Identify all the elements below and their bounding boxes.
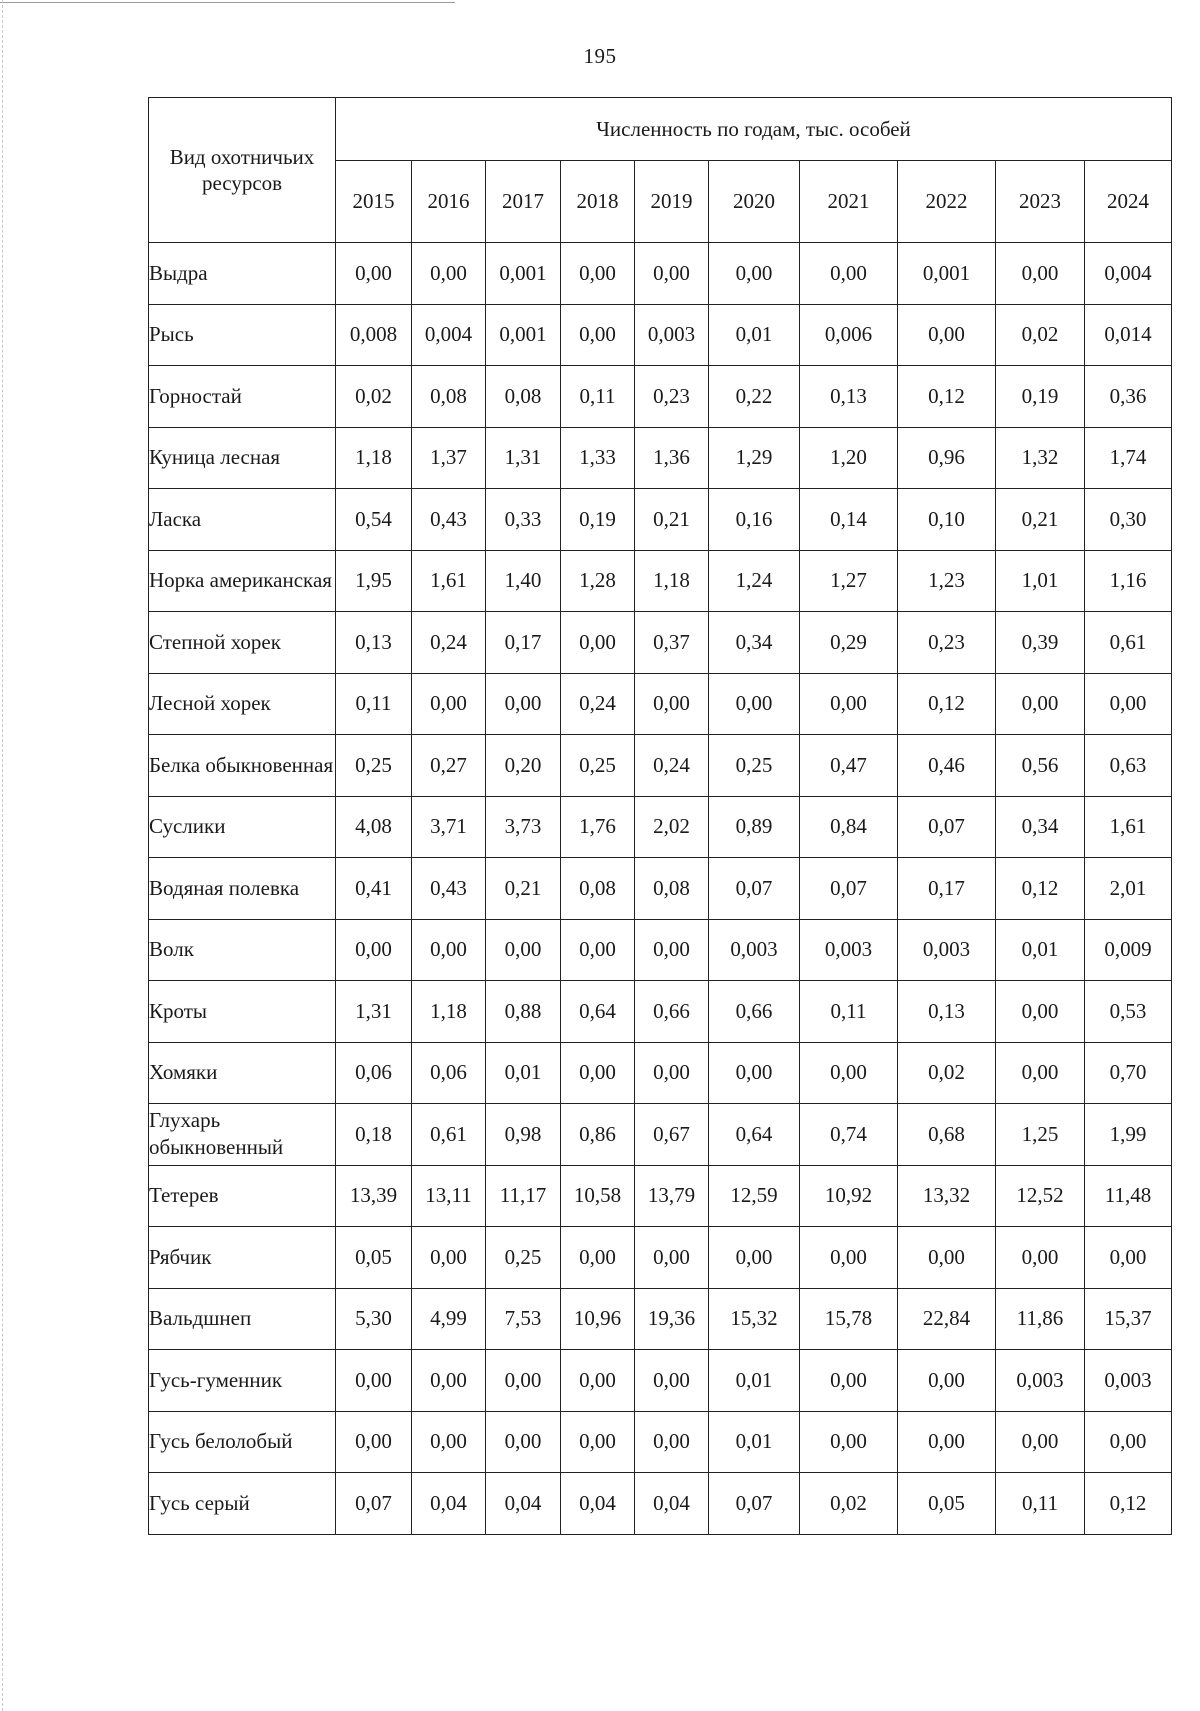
population-value-cell: 1,01 bbox=[996, 550, 1085, 612]
population-value-cell: 0,27 bbox=[412, 735, 486, 797]
species-name-cell: Рябчик bbox=[149, 1227, 336, 1289]
population-value-cell: 0,16 bbox=[709, 489, 800, 551]
population-value-cell: 0,00 bbox=[412, 1350, 486, 1412]
year-header: 2020 bbox=[709, 161, 800, 243]
population-value-cell: 10,92 bbox=[800, 1165, 898, 1227]
population-value-cell: 0,61 bbox=[412, 1104, 486, 1166]
population-value-cell: 0,64 bbox=[709, 1104, 800, 1166]
population-value-cell: 0,34 bbox=[996, 796, 1085, 858]
population-value-cell: 0,00 bbox=[800, 1350, 898, 1412]
population-value-cell: 0,22 bbox=[709, 366, 800, 428]
population-value-cell: 0,13 bbox=[898, 981, 996, 1043]
population-value-cell: 0,43 bbox=[412, 489, 486, 551]
population-value-cell: 0,003 bbox=[709, 919, 800, 981]
population-value-cell: 0,00 bbox=[800, 1227, 898, 1289]
population-value-cell: 0,00 bbox=[486, 673, 561, 735]
population-value-cell: 22,84 bbox=[898, 1288, 996, 1350]
population-value-cell: 0,74 bbox=[800, 1104, 898, 1166]
population-value-cell: 0,96 bbox=[898, 427, 996, 489]
population-value-cell: 7,53 bbox=[486, 1288, 561, 1350]
table-row bbox=[149, 1288, 1172, 1350]
population-value-cell: 0,68 bbox=[898, 1104, 996, 1166]
table-row bbox=[149, 673, 1172, 735]
population-value-cell: 0,08 bbox=[486, 366, 561, 428]
population-value-cell: 0,06 bbox=[336, 1042, 412, 1104]
species-name-cell: Волк bbox=[149, 919, 336, 981]
population-value-cell: 0,00 bbox=[800, 1411, 898, 1473]
population-value-cell: 0,00 bbox=[709, 1042, 800, 1104]
population-value-cell: 0,00 bbox=[412, 919, 486, 981]
population-value-cell: 0,05 bbox=[898, 1473, 996, 1535]
population-value-cell: 0,00 bbox=[561, 304, 635, 366]
species-name-cell: Белка обыкновенная bbox=[149, 735, 336, 797]
population-value-cell: 0,24 bbox=[635, 735, 709, 797]
species-name-cell: Тетерев bbox=[149, 1165, 336, 1227]
population-value-cell: 0,11 bbox=[800, 981, 898, 1043]
population-value-cell: 1,33 bbox=[561, 427, 635, 489]
population-value-cell: 0,12 bbox=[996, 858, 1085, 920]
population-value-cell: 0,18 bbox=[336, 1104, 412, 1166]
population-value-cell: 0,56 bbox=[996, 735, 1085, 797]
population-value-cell: 2,02 bbox=[635, 796, 709, 858]
population-value-cell: 0,66 bbox=[709, 981, 800, 1043]
population-value-cell: 0,02 bbox=[336, 366, 412, 428]
species-name-cell: Вальдшнеп bbox=[149, 1288, 336, 1350]
table-row bbox=[149, 427, 1172, 489]
population-value-cell: 0,20 bbox=[486, 735, 561, 797]
population-value-cell: 0,00 bbox=[561, 1411, 635, 1473]
population-value-cell: 0,33 bbox=[486, 489, 561, 551]
population-value-cell: 0,00 bbox=[336, 243, 412, 305]
population-value-cell: 0,01 bbox=[996, 919, 1085, 981]
species-name-cell: Горностай bbox=[149, 366, 336, 428]
population-value-cell: 0,53 bbox=[1085, 981, 1172, 1043]
population-value-cell: 0,001 bbox=[898, 243, 996, 305]
population-value-cell: 12,59 bbox=[709, 1165, 800, 1227]
population-value-cell: 13,32 bbox=[898, 1165, 996, 1227]
population-value-cell: 15,78 bbox=[800, 1288, 898, 1350]
population-value-cell: 0,25 bbox=[336, 735, 412, 797]
population-value-cell: 0,003 bbox=[996, 1350, 1085, 1412]
population-value-cell: 1,18 bbox=[412, 981, 486, 1043]
table-row bbox=[149, 366, 1172, 428]
population-value-cell: 0,00 bbox=[561, 919, 635, 981]
population-value-cell: 0,008 bbox=[336, 304, 412, 366]
population-value-cell: 0,37 bbox=[635, 612, 709, 674]
header-row-top bbox=[149, 98, 1172, 161]
population-value-cell: 1,37 bbox=[412, 427, 486, 489]
population-value-cell: 15,37 bbox=[1085, 1288, 1172, 1350]
population-value-cell: 0,08 bbox=[412, 366, 486, 428]
population-value-cell: 0,43 bbox=[412, 858, 486, 920]
population-value-cell: 0,00 bbox=[898, 304, 996, 366]
population-value-cell: 0,003 bbox=[898, 919, 996, 981]
population-value-cell: 0,00 bbox=[709, 673, 800, 735]
population-value-cell: 0,24 bbox=[561, 673, 635, 735]
population-value-cell: 1,29 bbox=[709, 427, 800, 489]
population-value-cell: 0,01 bbox=[709, 1350, 800, 1412]
population-value-cell: 0,00 bbox=[336, 919, 412, 981]
population-value-cell: 0,29 bbox=[800, 612, 898, 674]
years-group-header: Численность по годам, тыс. особей bbox=[336, 98, 1172, 161]
population-value-cell: 1,20 bbox=[800, 427, 898, 489]
population-value-cell: 0,13 bbox=[336, 612, 412, 674]
population-value-cell: 1,99 bbox=[1085, 1104, 1172, 1166]
population-value-cell: 0,12 bbox=[898, 673, 996, 735]
population-value-cell: 0,004 bbox=[1085, 243, 1172, 305]
population-value-cell: 0,54 bbox=[336, 489, 412, 551]
table-row bbox=[149, 550, 1172, 612]
population-value-cell: 0,00 bbox=[709, 243, 800, 305]
population-value-cell: 0,00 bbox=[412, 673, 486, 735]
population-value-cell: 0,21 bbox=[486, 858, 561, 920]
population-value-cell: 0,00 bbox=[561, 612, 635, 674]
population-value-cell: 13,39 bbox=[336, 1165, 412, 1227]
table-row bbox=[149, 304, 1172, 366]
species-name-cell: Ласка bbox=[149, 489, 336, 551]
population-value-cell: 0,003 bbox=[635, 304, 709, 366]
population-value-cell: 1,23 bbox=[898, 550, 996, 612]
scan-edge-left bbox=[2, 0, 3, 1711]
population-value-cell: 0,25 bbox=[561, 735, 635, 797]
population-value-cell: 0,00 bbox=[561, 1042, 635, 1104]
species-name-cell: Выдра bbox=[149, 243, 336, 305]
population-value-cell: 1,24 bbox=[709, 550, 800, 612]
population-value-cell: 0,34 bbox=[709, 612, 800, 674]
population-value-cell: 0,47 bbox=[800, 735, 898, 797]
population-value-cell: 0,009 bbox=[1085, 919, 1172, 981]
species-name-cell: Глухарь обыкновенный bbox=[149, 1104, 336, 1166]
population-value-cell: 0,00 bbox=[561, 1227, 635, 1289]
population-value-cell: 12,52 bbox=[996, 1165, 1085, 1227]
table-row bbox=[149, 796, 1172, 858]
population-value-cell: 0,00 bbox=[996, 981, 1085, 1043]
population-value-cell: 13,79 bbox=[635, 1165, 709, 1227]
population-value-cell: 0,00 bbox=[561, 243, 635, 305]
table-body bbox=[149, 243, 1172, 1535]
population-value-cell: 0,00 bbox=[635, 1042, 709, 1104]
population-value-cell: 1,61 bbox=[412, 550, 486, 612]
population-value-cell: 13,11 bbox=[412, 1165, 486, 1227]
population-value-cell: 0,61 bbox=[1085, 612, 1172, 674]
population-value-cell: 0,00 bbox=[635, 1227, 709, 1289]
population-value-cell: 0,00 bbox=[996, 1042, 1085, 1104]
table-row bbox=[149, 1227, 1172, 1289]
species-name-cell: Норка американская bbox=[149, 550, 336, 612]
population-value-cell: 0,003 bbox=[1085, 1350, 1172, 1412]
table-header bbox=[149, 98, 1172, 243]
table-row bbox=[149, 1350, 1172, 1412]
population-value-cell: 0,12 bbox=[898, 366, 996, 428]
population-value-cell: 0,001 bbox=[486, 243, 561, 305]
population-value-cell: 0,00 bbox=[561, 1350, 635, 1412]
population-value-cell: 0,11 bbox=[336, 673, 412, 735]
table-row bbox=[149, 735, 1172, 797]
population-value-cell: 0,07 bbox=[336, 1473, 412, 1535]
population-value-cell: 1,74 bbox=[1085, 427, 1172, 489]
population-value-cell: 19,36 bbox=[635, 1288, 709, 1350]
population-value-cell: 0,07 bbox=[898, 796, 996, 858]
population-value-cell: 1,31 bbox=[336, 981, 412, 1043]
population-value-cell: 0,006 bbox=[800, 304, 898, 366]
population-value-cell: 0,19 bbox=[561, 489, 635, 551]
species-name-cell: Кроты bbox=[149, 981, 336, 1043]
population-value-cell: 0,00 bbox=[412, 243, 486, 305]
species-name-cell: Хомяки bbox=[149, 1042, 336, 1104]
population-value-cell: 3,73 bbox=[486, 796, 561, 858]
population-value-cell: 11,17 bbox=[486, 1165, 561, 1227]
population-value-cell: 1,18 bbox=[635, 550, 709, 612]
population-value-cell: 0,07 bbox=[709, 858, 800, 920]
population-value-cell: 0,07 bbox=[709, 1473, 800, 1535]
table-row bbox=[149, 1411, 1172, 1473]
population-value-cell: 4,99 bbox=[412, 1288, 486, 1350]
species-name-cell: Гусь-гуменник bbox=[149, 1350, 336, 1412]
population-value-cell: 0,25 bbox=[486, 1227, 561, 1289]
species-name-cell: Рысь bbox=[149, 304, 336, 366]
year-header: 2015 bbox=[336, 161, 412, 243]
population-value-cell: 0,00 bbox=[709, 1227, 800, 1289]
population-value-cell: 0,41 bbox=[336, 858, 412, 920]
population-value-cell: 1,25 bbox=[996, 1104, 1085, 1166]
population-value-cell: 0,00 bbox=[635, 1411, 709, 1473]
table-row bbox=[149, 1165, 1172, 1227]
species-column-header: Вид охотничьих ресурсов bbox=[149, 98, 336, 243]
table-row bbox=[149, 612, 1172, 674]
population-value-cell: 1,95 bbox=[336, 550, 412, 612]
population-value-cell: 0,88 bbox=[486, 981, 561, 1043]
population-value-cell: 0,014 bbox=[1085, 304, 1172, 366]
population-value-cell: 0,19 bbox=[996, 366, 1085, 428]
population-value-cell: 0,08 bbox=[635, 858, 709, 920]
table-row bbox=[149, 858, 1172, 920]
population-value-cell: 1,27 bbox=[800, 550, 898, 612]
population-value-cell: 4,08 bbox=[336, 796, 412, 858]
population-value-cell: 0,00 bbox=[898, 1411, 996, 1473]
population-value-cell: 0,67 bbox=[635, 1104, 709, 1166]
table-row bbox=[149, 919, 1172, 981]
population-value-cell: 0,10 bbox=[898, 489, 996, 551]
population-value-cell: 0,63 bbox=[1085, 735, 1172, 797]
population-value-cell: 0,04 bbox=[561, 1473, 635, 1535]
species-name-cell: Гусь белолобый bbox=[149, 1411, 336, 1473]
species-name-cell: Гусь серый bbox=[149, 1473, 336, 1535]
population-value-cell: 10,96 bbox=[561, 1288, 635, 1350]
population-value-cell: 0,89 bbox=[709, 796, 800, 858]
population-value-cell: 1,76 bbox=[561, 796, 635, 858]
population-value-cell: 0,00 bbox=[996, 673, 1085, 735]
population-value-cell: 0,00 bbox=[800, 673, 898, 735]
population-value-cell: 0,14 bbox=[800, 489, 898, 551]
species-name-cell: Лесной хорек bbox=[149, 673, 336, 735]
population-value-cell: 0,64 bbox=[561, 981, 635, 1043]
species-name-cell: Куница лесная bbox=[149, 427, 336, 489]
population-value-cell: 0,08 bbox=[561, 858, 635, 920]
population-value-cell: 0,30 bbox=[1085, 489, 1172, 551]
population-value-cell: 11,86 bbox=[996, 1288, 1085, 1350]
population-value-cell: 0,004 bbox=[412, 304, 486, 366]
population-value-cell: 0,02 bbox=[800, 1473, 898, 1535]
population-value-cell: 1,32 bbox=[996, 427, 1085, 489]
population-value-cell: 0,00 bbox=[800, 1042, 898, 1104]
population-value-cell: 0,04 bbox=[412, 1473, 486, 1535]
population-value-cell: 1,61 bbox=[1085, 796, 1172, 858]
population-value-cell: 0,66 bbox=[635, 981, 709, 1043]
population-value-cell: 0,00 bbox=[635, 1350, 709, 1412]
population-value-cell: 0,00 bbox=[898, 1227, 996, 1289]
year-header: 2016 bbox=[412, 161, 486, 243]
population-value-cell: 0,86 bbox=[561, 1104, 635, 1166]
population-value-cell: 1,16 bbox=[1085, 550, 1172, 612]
year-header: 2022 bbox=[898, 161, 996, 243]
population-value-cell: 0,00 bbox=[336, 1350, 412, 1412]
species-name-cell: Степной хорек bbox=[149, 612, 336, 674]
table-row bbox=[149, 1104, 1172, 1166]
population-value-cell: 0,01 bbox=[709, 1411, 800, 1473]
species-name-cell: Суслики bbox=[149, 796, 336, 858]
population-value-cell: 0,00 bbox=[486, 1411, 561, 1473]
population-value-cell: 0,21 bbox=[635, 489, 709, 551]
year-header: 2019 bbox=[635, 161, 709, 243]
population-value-cell: 0,17 bbox=[898, 858, 996, 920]
population-value-cell: 0,00 bbox=[996, 1411, 1085, 1473]
population-value-cell: 0,00 bbox=[412, 1411, 486, 1473]
population-value-cell: 0,12 bbox=[1085, 1473, 1172, 1535]
year-header: 2018 bbox=[561, 161, 635, 243]
population-value-cell: 1,40 bbox=[486, 550, 561, 612]
population-value-cell: 0,11 bbox=[561, 366, 635, 428]
population-value-cell: 15,32 bbox=[709, 1288, 800, 1350]
table-row bbox=[149, 981, 1172, 1043]
population-value-cell: 0,84 bbox=[800, 796, 898, 858]
population-value-cell: 0,00 bbox=[800, 243, 898, 305]
population-value-cell: 1,36 bbox=[635, 427, 709, 489]
population-value-cell: 0,00 bbox=[996, 243, 1085, 305]
population-value-cell: 0,11 bbox=[996, 1473, 1085, 1535]
population-value-cell: 0,02 bbox=[898, 1042, 996, 1104]
population-value-cell: 10,58 bbox=[561, 1165, 635, 1227]
population-value-cell: 0,17 bbox=[486, 612, 561, 674]
population-value-cell: 3,71 bbox=[412, 796, 486, 858]
page-number: 195 bbox=[583, 44, 617, 68]
population-value-cell: 0,98 bbox=[486, 1104, 561, 1166]
population-value-cell: 0,21 bbox=[996, 489, 1085, 551]
population-value-cell: 0,00 bbox=[486, 919, 561, 981]
population-table bbox=[148, 97, 1172, 1535]
population-value-cell: 0,01 bbox=[486, 1042, 561, 1104]
year-header: 2023 bbox=[996, 161, 1085, 243]
species-name-cell: Водяная полевка bbox=[149, 858, 336, 920]
population-value-cell: 0,24 bbox=[412, 612, 486, 674]
population-value-cell: 2,01 bbox=[1085, 858, 1172, 920]
population-value-cell: 0,70 bbox=[1085, 1042, 1172, 1104]
population-value-cell: 0,00 bbox=[635, 673, 709, 735]
table-row bbox=[149, 243, 1172, 305]
population-value-cell: 0,00 bbox=[898, 1350, 996, 1412]
population-value-cell: 0,001 bbox=[486, 304, 561, 366]
population-value-cell: 1,18 bbox=[336, 427, 412, 489]
population-value-cell: 11,48 bbox=[1085, 1165, 1172, 1227]
population-value-cell: 0,05 bbox=[336, 1227, 412, 1289]
table-row bbox=[149, 489, 1172, 551]
population-value-cell: 0,02 bbox=[996, 304, 1085, 366]
population-value-cell: 5,30 bbox=[336, 1288, 412, 1350]
population-value-cell: 0,00 bbox=[1085, 673, 1172, 735]
population-value-cell: 0,00 bbox=[635, 919, 709, 981]
population-value-cell: 1,28 bbox=[561, 550, 635, 612]
population-value-cell: 0,00 bbox=[635, 243, 709, 305]
population-value-cell: 0,00 bbox=[1085, 1411, 1172, 1473]
population-value-cell: 0,00 bbox=[412, 1227, 486, 1289]
population-value-cell: 0,04 bbox=[486, 1473, 561, 1535]
population-value-cell: 0,06 bbox=[412, 1042, 486, 1104]
population-value-cell: 0,13 bbox=[800, 366, 898, 428]
scan-edge-top bbox=[0, 2, 455, 3]
population-value-cell: 0,00 bbox=[336, 1411, 412, 1473]
population-value-cell: 0,00 bbox=[996, 1227, 1085, 1289]
population-value-cell: 0,00 bbox=[1085, 1227, 1172, 1289]
year-header: 2017 bbox=[486, 161, 561, 243]
year-header: 2021 bbox=[800, 161, 898, 243]
population-value-cell: 0,39 bbox=[996, 612, 1085, 674]
population-value-cell: 0,07 bbox=[800, 858, 898, 920]
table-row bbox=[149, 1473, 1172, 1535]
population-value-cell: 1,31 bbox=[486, 427, 561, 489]
population-value-cell: 0,23 bbox=[635, 366, 709, 428]
population-value-cell: 0,25 bbox=[709, 735, 800, 797]
table-row bbox=[149, 1042, 1172, 1104]
population-value-cell: 0,00 bbox=[486, 1350, 561, 1412]
population-value-cell: 0,04 bbox=[635, 1473, 709, 1535]
population-value-cell: 0,003 bbox=[800, 919, 898, 981]
population-value-cell: 0,36 bbox=[1085, 366, 1172, 428]
year-header: 2024 bbox=[1085, 161, 1172, 243]
population-value-cell: 0,46 bbox=[898, 735, 996, 797]
population-value-cell: 0,23 bbox=[898, 612, 996, 674]
population-value-cell: 0,01 bbox=[709, 304, 800, 366]
